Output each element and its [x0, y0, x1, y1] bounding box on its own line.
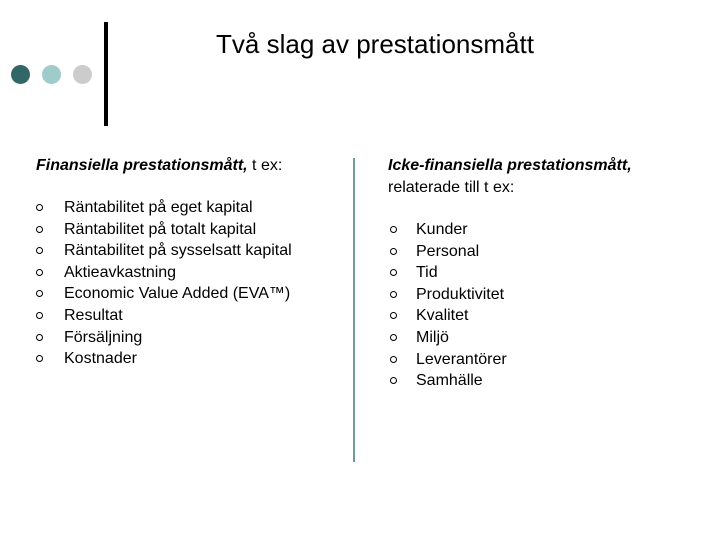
list-item-text: Resultat: [64, 306, 123, 324]
circle-bullet-icon: [36, 269, 43, 276]
circle-bullet-icon: [390, 269, 397, 276]
financial-list: [36, 197, 336, 370]
list-item-text: Economic Value Added (EVA™): [64, 285, 291, 303]
list-item: [388, 349, 688, 371]
list-item-text: Leverantörer: [416, 350, 507, 368]
circle-bullet-icon: [390, 248, 397, 255]
decorative-dot-dark: [11, 65, 30, 84]
list-item: [36, 283, 336, 305]
list-item-text: Kvalitet: [416, 307, 469, 325]
circle-bullet-icon: [390, 377, 397, 384]
list-item-text: Kostnader: [64, 350, 137, 368]
list-item: [36, 327, 336, 349]
list-item-text: Försäljning: [64, 328, 143, 346]
non-financial-heading: [388, 155, 688, 199]
circle-bullet-icon: [36, 312, 43, 319]
circle-bullet-icon: [36, 290, 43, 297]
circle-bullet-icon: [390, 334, 397, 341]
list-item: [388, 219, 688, 241]
list-item: [388, 305, 688, 327]
circle-bullet-icon: [36, 226, 43, 233]
list-item-text: Personal: [416, 242, 480, 260]
column-divider: [353, 158, 355, 462]
circle-bullet-icon: [390, 291, 397, 298]
header-divider-bar: [104, 22, 108, 126]
non-financial-list: [388, 219, 688, 392]
list-item: [388, 284, 688, 306]
list-item: [36, 240, 336, 262]
non-financial-column: [388, 155, 688, 392]
list-item-text: Räntabilitet på sysselsatt kapital: [64, 242, 292, 260]
list-item: [36, 262, 336, 284]
list-item-text: Kunder: [416, 221, 468, 238]
financial-heading: [36, 155, 336, 177]
list-item-text: Aktieavkastning: [64, 263, 177, 281]
list-item: [388, 370, 688, 392]
decorative-dot-light: [42, 65, 61, 84]
list-item-text: Räntabilitet på totalt kapital: [64, 220, 257, 238]
slide-title: Två slag av prestationsmått: [216, 29, 534, 59]
list-item: [388, 241, 688, 263]
non-financial-heading-rest: relaterade till t ex:: [388, 179, 515, 196]
list-item-text: Miljö: [416, 328, 449, 346]
list-item: [36, 219, 336, 241]
financial-heading-rest: t ex:: [247, 157, 283, 174]
circle-bullet-icon: [390, 226, 397, 233]
financial-column: [36, 155, 336, 370]
circle-bullet-icon: [390, 356, 397, 363]
list-item-text: Räntabilitet på eget kapital: [64, 199, 253, 216]
circle-bullet-icon: [390, 312, 397, 319]
circle-bullet-icon: [36, 355, 43, 362]
list-item: [36, 305, 336, 327]
list-item: [388, 327, 688, 349]
list-item: [36, 348, 336, 370]
list-item-text: Produktivitet: [416, 285, 505, 303]
list-item: [388, 262, 688, 284]
decorative-dot-grey: [73, 65, 92, 84]
financial-heading-emphasis: Finansiella prestationsmått,: [36, 157, 248, 174]
non-financial-heading-emphasis: Icke-finansiella prestationsmått,: [388, 157, 632, 174]
circle-bullet-icon: [36, 334, 43, 341]
list-item-text: Samhälle: [416, 372, 483, 390]
circle-bullet-icon: [36, 247, 43, 254]
list-item-text: Tid: [416, 264, 438, 282]
list-item: [36, 197, 336, 219]
circle-bullet-icon: [36, 204, 43, 211]
